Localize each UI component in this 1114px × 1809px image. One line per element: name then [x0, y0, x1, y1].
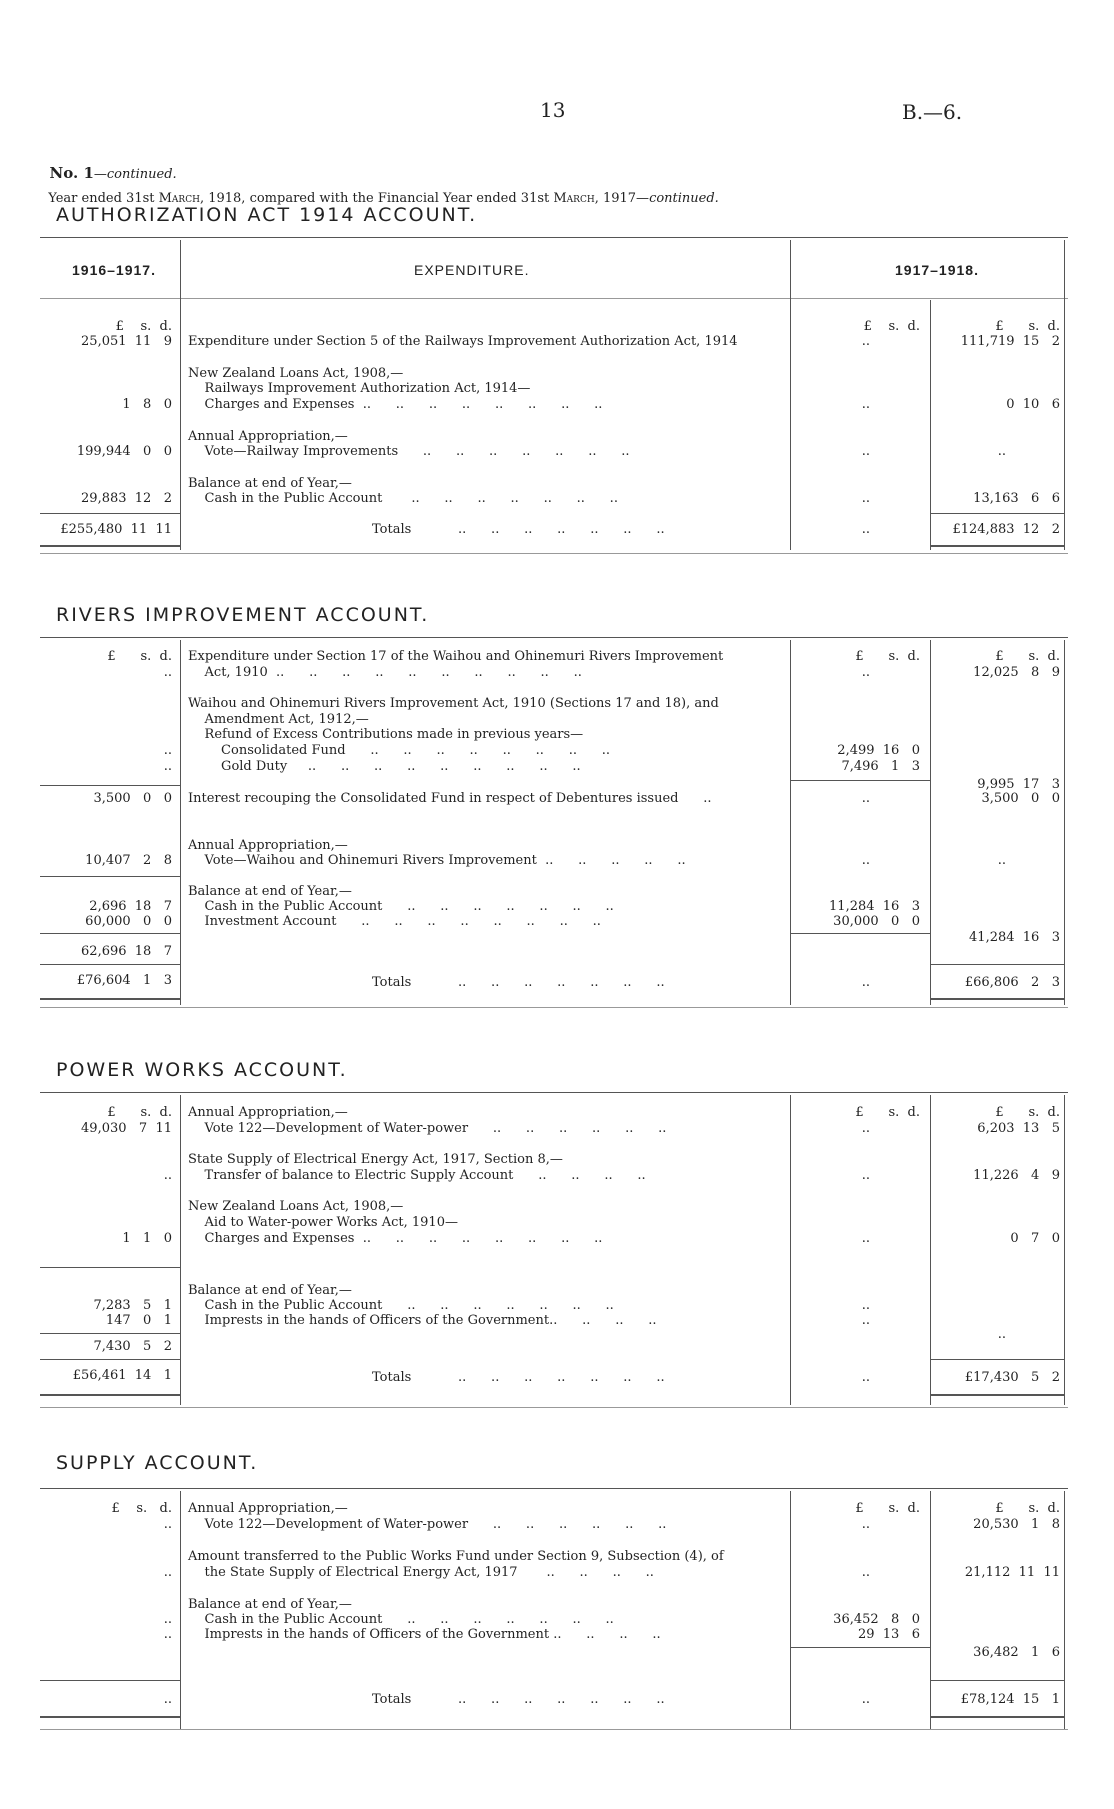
rivers-row-right: 9,995 17 3	[977, 777, 1060, 792]
rivers-row-left: ..	[163, 759, 172, 774]
rule	[930, 1716, 1064, 1718]
auth-row-mid: ..	[861, 444, 870, 459]
power-row-text: Imprests in the hands of Officers of the Government.. .. .. ..	[188, 1313, 657, 1328]
auth-total-right: £124,883 12 2	[952, 522, 1060, 537]
supply-row-left: ..	[163, 1627, 172, 1642]
subtitle	[40, 176, 719, 206]
power-row-mid: ..	[861, 1168, 870, 1183]
rivers-total-left: £76,604 1 3	[76, 973, 172, 988]
rivers-row-text: Vote—Waihou and Ohinemuri Rivers Improvement .. .. .. .. ..	[188, 853, 686, 868]
rivers-row-text: Act, 1910 .. .. .. .. .. .. .. .. .. ..	[188, 665, 582, 680]
rule	[40, 785, 180, 786]
col-divider	[790, 1491, 791, 1729]
col-divider	[930, 640, 931, 1005]
supply-total-mid: ..	[861, 1692, 870, 1707]
rule	[40, 1007, 1068, 1008]
rivers-total-mid: ..	[861, 975, 870, 990]
rivers-row-mid: 11,284 16 3	[829, 899, 920, 914]
total-dots: .. .. .. .. .. .. ..	[458, 975, 665, 990]
rivers-row-left: 60,000 0 0	[85, 914, 172, 929]
power-row-text: State Supply of Electrical Energy Act, 1917, Section 8,—	[188, 1152, 563, 1167]
col-divider	[790, 240, 791, 550]
rule	[40, 513, 180, 514]
total-dots: .. .. .. .. .. .. ..	[458, 522, 665, 537]
rivers-row-text: Waihou and Ohinemuri Rivers Improvement Act, 1910 (Sections 17 and 18), and	[188, 696, 719, 711]
subtitle-part: Year ended 31st	[48, 191, 159, 206]
rule	[40, 998, 180, 1000]
power-row-mid: ..	[861, 1298, 870, 1313]
supply-row-left: ..	[163, 1612, 172, 1627]
supply-row-text: Annual Appropriation,—	[188, 1501, 348, 1516]
rule	[40, 1729, 1068, 1730]
power-row-mid: ..	[861, 1313, 870, 1328]
power-row-text: Vote 122—Development of Water-power .. .. .. .. .. ..	[188, 1121, 667, 1136]
auth-row-left: 25,051 11 9	[81, 334, 172, 349]
col-divider	[180, 240, 181, 550]
rivers-row-text: Expenditure under Section 17 of the Waihou and Ohinemuri Rivers Improvement	[188, 649, 724, 664]
supply-row-text: Amount transferred to the Public Works Fund under Section 9, Subsection (4), of	[188, 1549, 724, 1564]
rule	[930, 1680, 1064, 1681]
lsd-label: £ s. d.	[855, 1501, 920, 1516]
lsd-label: £ s. d.	[115, 319, 172, 334]
no-label: No. 1	[49, 164, 94, 182]
rivers-row-mid: 7,496 1 3	[841, 759, 920, 774]
subtitle-part: continued.	[649, 191, 719, 206]
subtitle-part: March	[553, 191, 595, 206]
col-divider	[180, 1491, 181, 1729]
col-divider	[1064, 1095, 1065, 1405]
col-divider	[1064, 640, 1065, 1005]
power-row-text: Transfer of balance to Electric Supply Account .. .. .. ..	[188, 1168, 646, 1183]
rivers-row-right: 3,500 0 0	[981, 791, 1060, 806]
rivers-row-left: 10,407 2 8	[85, 853, 172, 868]
supply-row-mid: 36,452 8 0	[833, 1612, 920, 1627]
auth-row-mid: ..	[861, 491, 870, 506]
rule	[40, 553, 1068, 554]
rivers-row-left: 2,696 18 7	[89, 899, 172, 914]
power-row-left: ..	[163, 1168, 172, 1183]
lsd-label: £ s. d.	[995, 1501, 1060, 1516]
lsd-label: £ s. d.	[995, 319, 1060, 334]
rivers-row-left: ..	[163, 743, 172, 758]
rivers-row-mid: ..	[861, 853, 870, 868]
auth-row-right: 13,163 6 6	[973, 491, 1060, 506]
power-total-right: £17,430 5 2	[964, 1370, 1060, 1385]
total-dots: .. .. .. .. .. .. ..	[458, 1692, 665, 1707]
rivers-row-mid: 30,000 0 0	[833, 914, 920, 929]
supply-total-label: Totals	[372, 1692, 412, 1707]
rule	[930, 545, 1064, 547]
rule	[40, 545, 180, 547]
supply-row-left: ..	[163, 1517, 172, 1532]
rule	[40, 1488, 1068, 1489]
auth-row-text: Railways Improvement Authorization Act, 1914—	[188, 381, 531, 396]
col-divider	[180, 1095, 181, 1405]
power-row-text: Charges and Expenses .. .. .. .. .. .. .. ..	[188, 1231, 603, 1246]
power-row-left: 147 0 1	[105, 1313, 172, 1328]
rule	[40, 298, 1068, 299]
no-continued: —continued.	[93, 167, 177, 182]
rule	[40, 1092, 1068, 1093]
rivers-row-mid: ..	[861, 791, 870, 806]
rivers-row-text: Interest recouping the Consolidated Fund in respect of Debentures issued ..	[188, 791, 712, 806]
rule	[40, 1407, 1068, 1408]
auth-row-left: 1 8 0	[122, 397, 172, 412]
power-total-label: Totals	[372, 1370, 412, 1385]
rule	[930, 998, 1064, 1000]
auth-row-right: 0 10 6	[1006, 397, 1060, 412]
rule	[40, 933, 180, 934]
lsd-label: £ s. d.	[995, 649, 1060, 664]
auth-row-text: Vote—Railway Improvements .. .. .. .. .. .. ..	[188, 444, 630, 459]
auth-row-left: 199,944 0 0	[76, 444, 172, 459]
lsd-label: £ s. d.	[855, 649, 920, 664]
supply-row-text: Imprests in the hands of Officers of the Government .. .. .. ..	[188, 1627, 661, 1642]
rivers-row-text: Refund of Excess Contributions made in previous years—	[188, 727, 584, 742]
auth-total-mid: ..	[861, 522, 870, 537]
rivers-row-right: 12,025 8 9	[973, 665, 1060, 680]
auth-row-text: Balance at end of Year,—	[188, 476, 352, 491]
supply-row-right: 21,112 11 11	[964, 1565, 1060, 1580]
supply-title: SUPPLY ACCOUNT.	[56, 1452, 259, 1474]
rule	[40, 964, 180, 965]
supply-row-left: ..	[163, 1565, 172, 1580]
rule	[930, 513, 1064, 514]
rivers-row-mid: ..	[861, 665, 870, 680]
lsd-label: £ s. d.	[111, 1501, 172, 1516]
rule	[40, 1333, 180, 1334]
rivers-row-mid: 2,499 16 0	[837, 743, 920, 758]
supply-row-mid: ..	[861, 1517, 870, 1532]
rule	[930, 1359, 1064, 1360]
rivers-subtotal-left: 62,696 18 7	[81, 944, 172, 959]
power-row-text: New Zealand Loans Act, 1908,—	[188, 1199, 404, 1214]
supply-total-right: £78,124 15 1	[960, 1692, 1060, 1707]
rule	[930, 964, 1064, 965]
power-row-mid: ..	[861, 1231, 870, 1246]
col-divider	[1064, 1491, 1065, 1729]
supply-row-mid: 29 13 6	[857, 1627, 920, 1642]
rule	[930, 1394, 1064, 1396]
rivers-row-text: Gold Duty .. .. .. .. .. .. .. .. ..	[188, 759, 581, 774]
rule	[40, 1716, 180, 1718]
subtitle-part: March	[158, 191, 200, 206]
rule	[790, 933, 930, 934]
auth-row-mid: ..	[861, 334, 870, 349]
rivers-title: RIVERS IMPROVEMENT ACCOUNT.	[56, 604, 430, 626]
rule	[40, 1267, 180, 1268]
auth-row-mid: ..	[861, 397, 870, 412]
auth-row-right: ..	[997, 444, 1006, 459]
rivers-row-text: Amendment Act, 1912,—	[188, 712, 369, 727]
power-subtotal-left: 7,430 5 2	[93, 1339, 172, 1354]
lsd-label: £ s. d.	[107, 649, 172, 664]
col-divider	[1064, 240, 1065, 550]
lsd-label: £ s. d.	[995, 1105, 1060, 1120]
lsd-label: £ s. d.	[107, 1105, 172, 1120]
supply-row-text: the State Supply of Electrical Energy Act, 1917 .. .. .. ..	[188, 1565, 654, 1580]
col-divider	[930, 1491, 931, 1729]
auth-row-text: Annual Appropriation,—	[188, 429, 348, 444]
auth-row-text: Charges and Expenses .. .. .. .. .. .. .. ..	[188, 397, 603, 412]
power-total-left: £56,461 14 1	[72, 1368, 172, 1383]
rivers-total-label: Totals	[372, 975, 412, 990]
col-divider	[180, 640, 181, 1005]
lsd-label: £ s. d.	[863, 319, 920, 334]
col-head-1916: 1916–1917.	[72, 262, 156, 278]
rivers-row-text: Investment Account .. .. .. .. .. .. .. ..	[188, 914, 601, 929]
rule	[790, 1647, 930, 1648]
auth-row-text: Expenditure under Section 5 of the Railways Improvement Authorization Act, 1914	[188, 334, 738, 349]
supply-row-text: Cash in the Public Account .. .. .. .. .. .. ..	[188, 1612, 614, 1627]
col-divider	[790, 1095, 791, 1405]
subtitle-part: , 1917—	[594, 191, 650, 206]
rivers-row-left: 3,500 0 0	[93, 791, 172, 806]
rule	[790, 780, 930, 781]
auth-row-text: Cash in the Public Account .. .. .. .. .. .. ..	[188, 491, 618, 506]
power-row-left: 1 1 0	[122, 1231, 172, 1246]
subtitle-part: , 1918, compared with the Financial Year ended 31st	[199, 191, 554, 206]
total-dots: .. .. .. .. .. .. ..	[458, 1370, 665, 1385]
power-row-right: 11,226 4 9	[973, 1168, 1060, 1183]
rivers-row-right: 41,284 16 3	[969, 930, 1060, 945]
col-head-expenditure: EXPENDITURE.	[414, 262, 530, 278]
col-divider	[790, 640, 791, 1005]
supply-row-text: Balance at end of Year,—	[188, 1597, 352, 1612]
power-title: POWER WORKS ACCOUNT.	[56, 1059, 348, 1081]
rule	[40, 1359, 180, 1360]
power-row-text: Aid to Water-power Works Act, 1910—	[188, 1215, 458, 1230]
page-number: 13	[540, 98, 566, 122]
supply-total-left: ..	[163, 1692, 172, 1707]
power-row-text: Cash in the Public Account .. .. .. .. .. .. ..	[188, 1298, 614, 1313]
rule	[40, 637, 1068, 638]
power-row-right: 6,203 13 5	[977, 1121, 1060, 1136]
rivers-row-right: ..	[997, 853, 1006, 868]
auth-total-left: £255,480 11 11	[60, 522, 172, 537]
power-row-text: Balance at end of Year,—	[188, 1283, 352, 1298]
rule	[40, 1394, 180, 1396]
power-row-left: 7,283 5 1	[93, 1298, 172, 1313]
auth-row-text: New Zealand Loans Act, 1908,—	[188, 366, 404, 381]
auth-row-left: 29,883 12 2	[81, 491, 172, 506]
rivers-row-left: ..	[163, 665, 172, 680]
supply-row-text: Vote 122—Development of Water-power .. .. .. .. .. ..	[188, 1517, 667, 1532]
rule	[40, 1680, 180, 1681]
power-total-mid: ..	[861, 1370, 870, 1385]
auth-row-right: 111,719 15 2	[960, 334, 1060, 349]
rivers-row-text: Balance at end of Year,—	[188, 884, 352, 899]
auth-title: AUTHORIZATION ACT 1914 ACCOUNT.	[56, 204, 478, 226]
rule	[40, 876, 180, 877]
rivers-row-text: Consolidated Fund .. .. .. .. .. .. .. ..	[188, 743, 611, 758]
power-row-text: Annual Appropriation,—	[188, 1105, 348, 1120]
power-row-left: 49,030 7 11	[81, 1121, 172, 1136]
power-row-right: ..	[997, 1327, 1006, 1342]
supply-row-right: 36,482 1 6	[973, 1645, 1060, 1660]
lsd-label: £ s. d.	[855, 1105, 920, 1120]
rivers-row-text: Annual Appropriation,—	[188, 838, 348, 853]
col-head-1917: 1917–1918.	[895, 262, 979, 278]
rivers-total-right: £66,806 2 3	[964, 975, 1060, 990]
rule	[40, 237, 1068, 238]
supply-row-right: 20,530 1 8	[973, 1517, 1060, 1532]
doc-code: B.—6.	[902, 100, 963, 124]
auth-total-label: Totals	[372, 522, 412, 537]
rivers-row-text: Cash in the Public Account .. .. .. .. .. .. ..	[188, 899, 614, 914]
power-row-mid: ..	[861, 1121, 870, 1136]
supply-row-mid: ..	[861, 1565, 870, 1580]
power-row-right: 0 7 0	[1010, 1231, 1060, 1246]
